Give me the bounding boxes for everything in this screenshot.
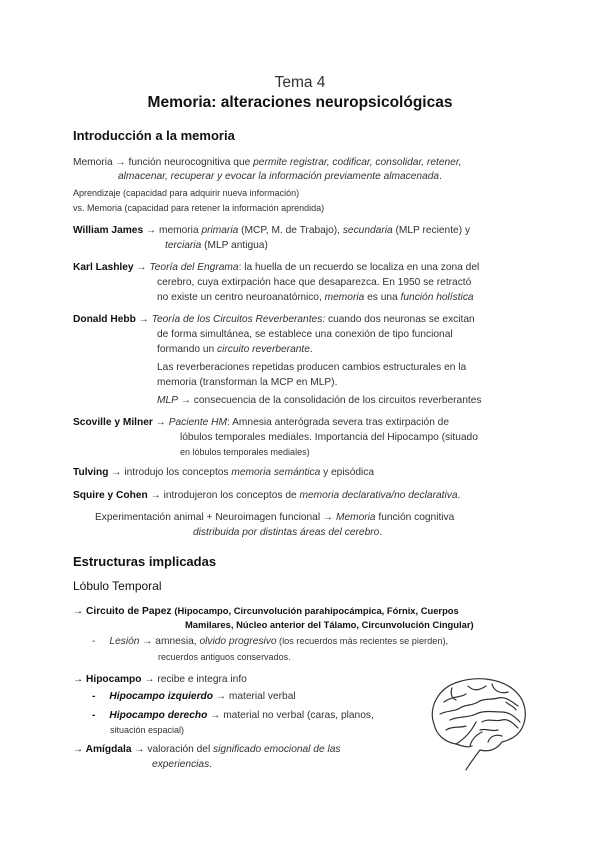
papez-entry: → Circuito de Papez (Hipocampo, Circunvolución parahipocámpica, Fórnix, Cuerpos <box>73 605 459 617</box>
scoville-entry-line3: en lóbulos temporales mediales) <box>180 447 310 457</box>
papez-lesion-line2: recuerdos antiguos conservados. <box>158 652 291 662</box>
papez-entry-line2: Mamilares, Núcleo anterior del Tálamo, Circunvolución Cingular) <box>185 619 474 630</box>
scoville-entry-line2: lóbulos temporales mediales. Importancia del Hipocampo (situado <box>180 432 478 443</box>
lashley-entry: Karl Lashley → Teoría del Engrama: la huella de un recuerdo se localiza en una zona del <box>73 262 480 273</box>
hipocampo-derecho: - Hipocampo derecho → material no verbal (caras, planos, <box>92 710 374 721</box>
aprendizaje-line: Aprendizaje (capacidad para adquirir nueva información) <box>73 188 300 198</box>
hebb-entry: Donald Hebb → Teoría de los Circuitos Reverberantes: cuando dos neuronas se excitan <box>73 314 475 325</box>
intro-heading: Introducción a la memoria <box>73 128 235 143</box>
hebb-entry-line2: de forma simultánea, se establece una conexión de tipo funcional <box>157 329 453 340</box>
squire-entry: Squire y Cohen → introdujeron los conceptos de memoria declarativa/no declarativa. <box>73 490 461 501</box>
amigdala-entry-line2: experiencias. <box>152 759 213 770</box>
scoville-entry: Scoville y Milner → Paciente HM: Amnesia anterógrada severa tras extirpación de <box>73 417 450 428</box>
conclusion-line2: distribuida por distintas áreas del cerebro. <box>193 527 383 538</box>
hebb-entry-line3: formando un circuito reverberante. <box>157 344 313 355</box>
vs-memoria-line: vs. Memoria (capacidad para retener la información aprendida) <box>73 203 325 213</box>
brain-illustration-icon <box>422 672 532 772</box>
tema-label: Tema 4 <box>274 74 326 91</box>
lashley-entry-line3: no existe un centro neuroanatómico, memoria es una función holística <box>157 292 474 303</box>
tulving-entry: Tulving → introdujo los conceptos memoria semántica y episódica <box>73 467 375 478</box>
conclusion-line1: Experimentación animal + Neuroimagen funcional → Memoria función cognitiva <box>95 512 455 523</box>
hipocampo-derecho-line2: situación espacial) <box>110 725 185 735</box>
memoria-definition-line2: almacenar, recuperar y evocar la información previamente almacenada. <box>118 171 442 182</box>
estructuras-heading: Estructuras implicadas <box>73 554 217 569</box>
amigdala-entry: → Amígdala → valoración del significado emocional de las <box>73 744 341 755</box>
hebb-entry-line4: Las reverberaciones repetidas producen cambios estructurales en la <box>157 362 467 373</box>
hipocampo-izquierdo: - Hipocampo izquierdo → material verbal <box>92 691 296 702</box>
page-title: Memoria: alteraciones neuropsicológicas <box>147 94 453 111</box>
memoria-definition: Memoria → función neurocognitiva que permite registrar, codificar, consolidar, retener, <box>73 157 462 168</box>
hebb-mlp-line: MLP → consecuencia de la consolidación de los circuitos reverberantes <box>157 395 482 406</box>
hebb-entry-line5: memoria (transforman la MCP en MLP). <box>157 377 338 388</box>
lobulo-temporal-subheading: Lóbulo Temporal <box>73 579 162 593</box>
hipocampo-entry: → Hipocampo → recibe e integra info <box>73 674 247 685</box>
lashley-entry-line2: cerebro, cuya extirpación hace que desaparezca. En 1950 se retractó <box>157 277 472 288</box>
james-entry: William James → memoria primaria (MCP, M. de Trabajo), secundaria (MLP reciente) y <box>73 225 471 236</box>
james-entry-line2: terciaria (MLP antigua) <box>165 240 268 251</box>
papez-lesion: - Lesión → amnesia, olvido progresivo (los recuerdos más recientes se pierden), <box>92 636 449 647</box>
